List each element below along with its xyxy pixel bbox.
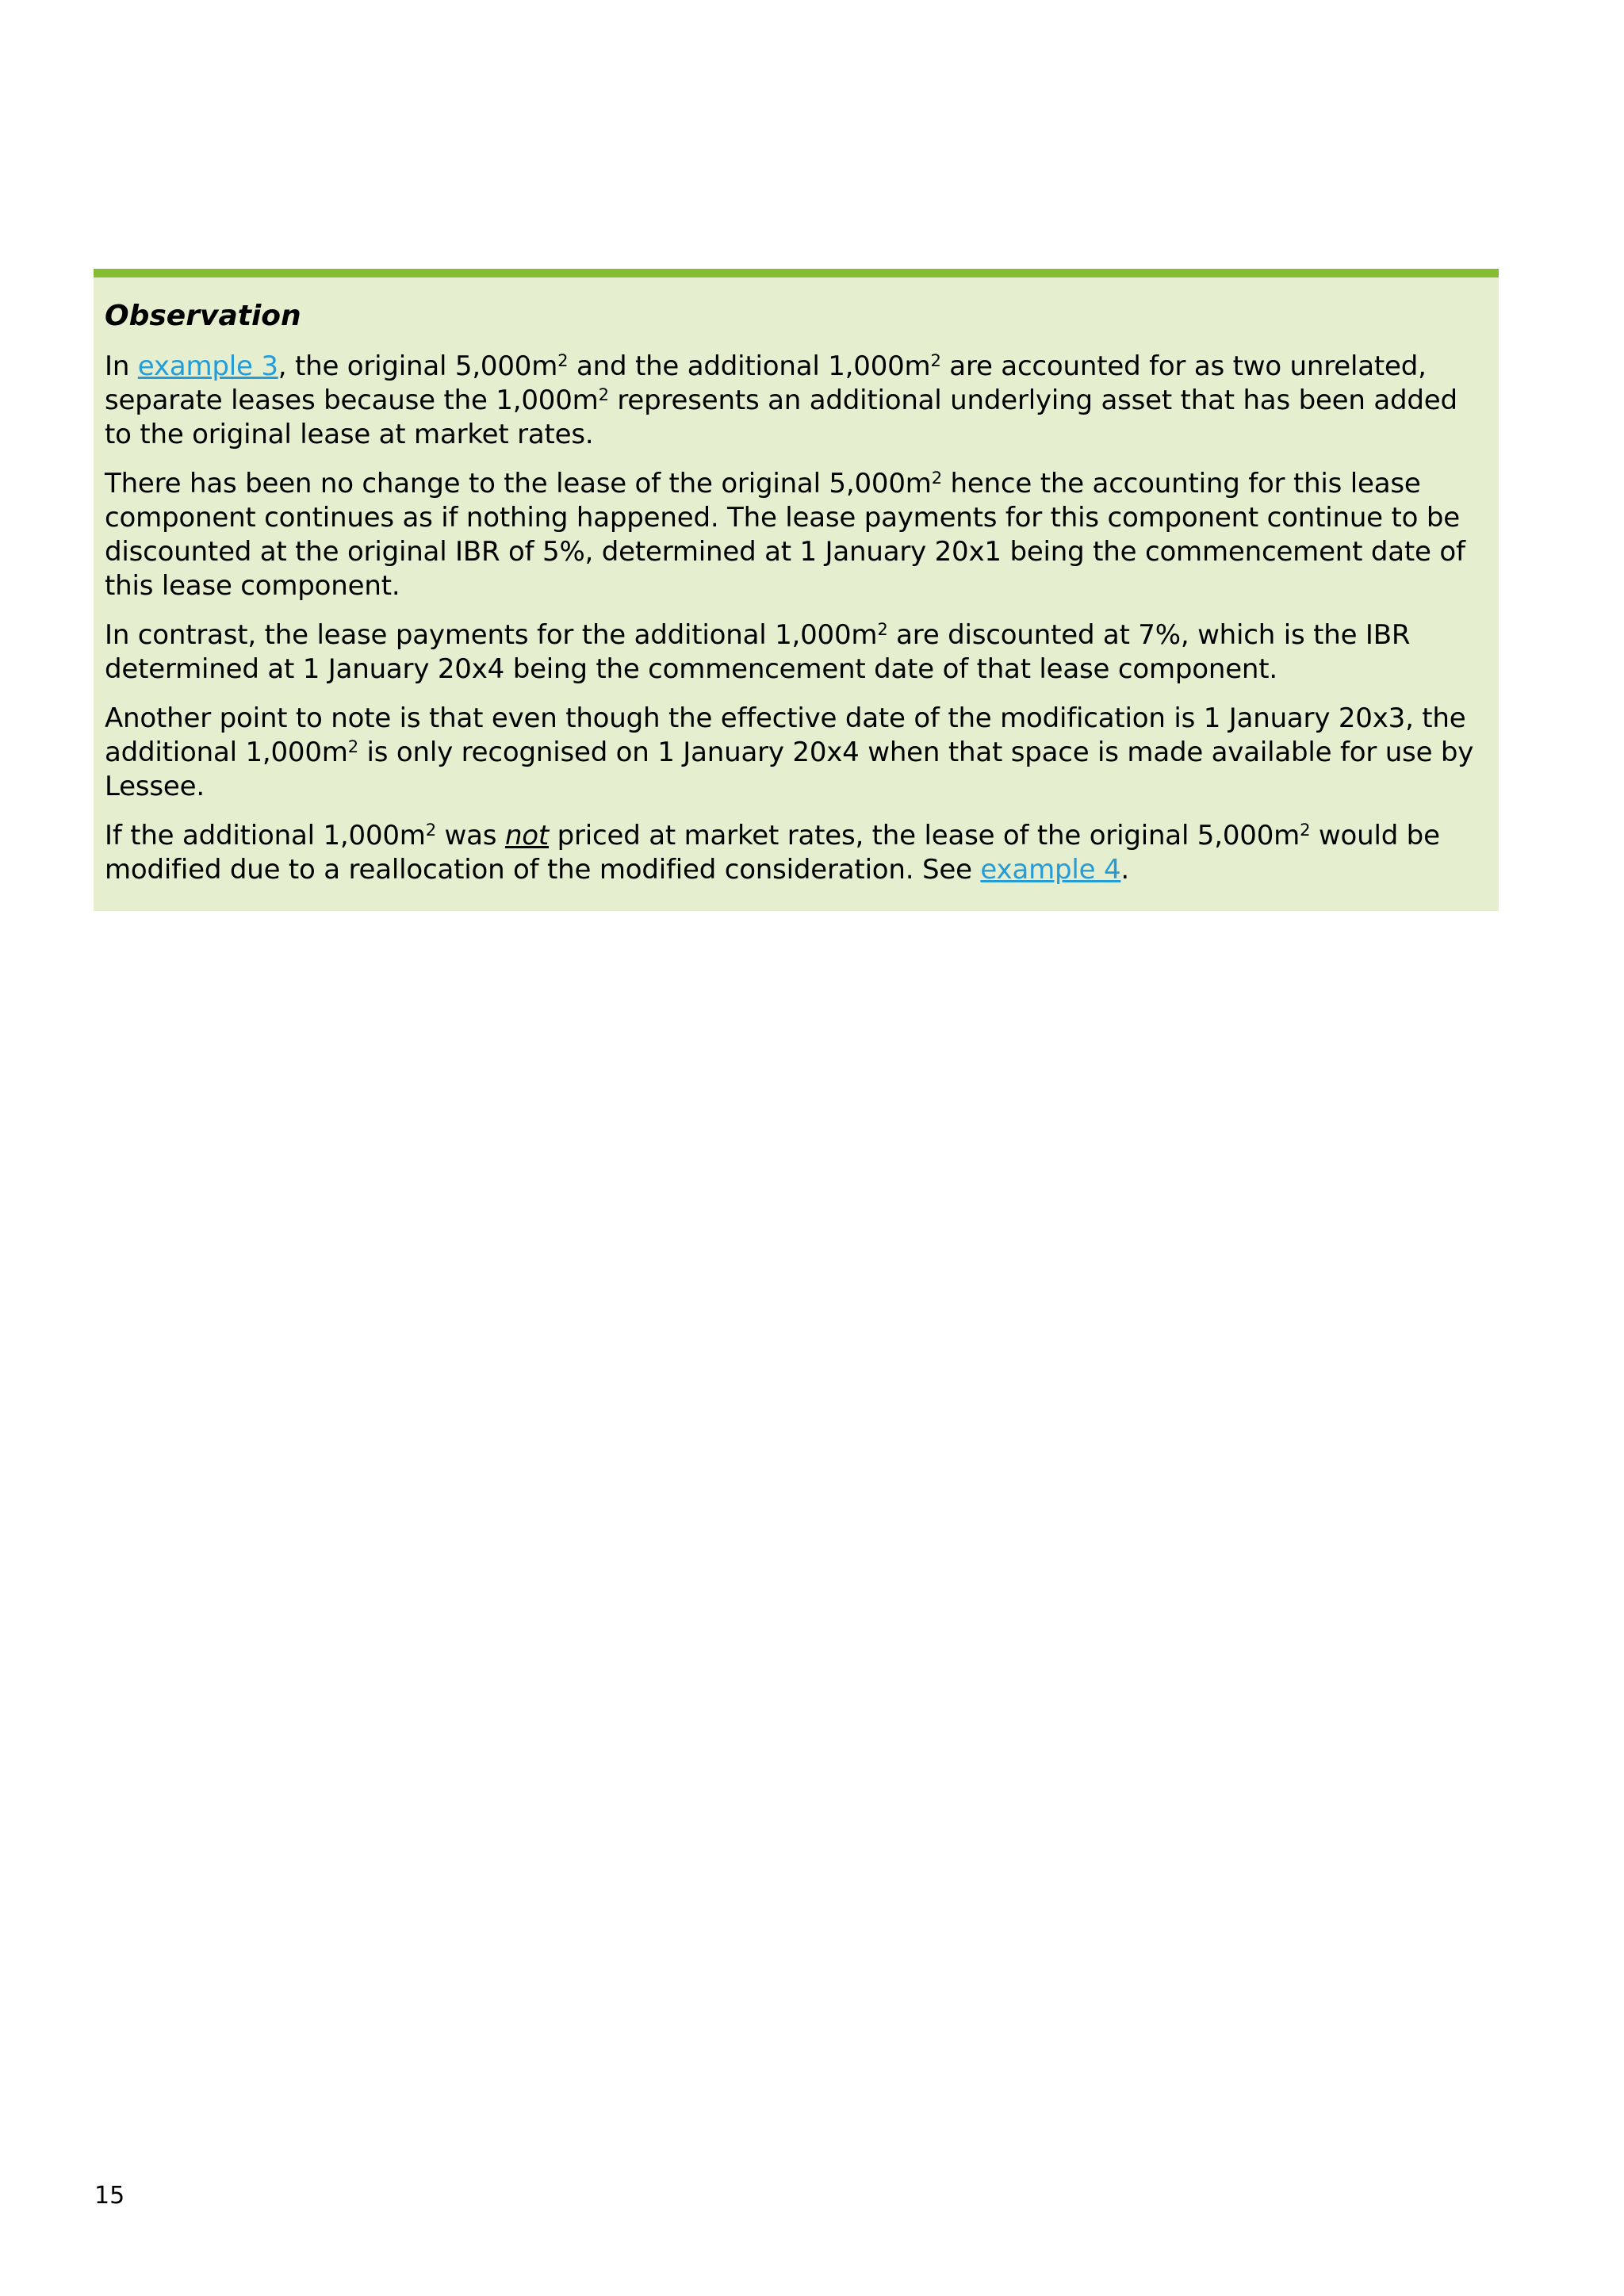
superscript: 2 [557,350,569,371]
text-segment: hence the accounting for this lease component continues as if nothing happened. The lease payments for this component continue to be discounted at the original IBR of 5%, determined at 1 January 20x1 being the commencement date of this lease component. [105,468,1465,602]
text-segment: In contrast, the lease payments for the additional 1,000m [105,619,878,651]
observation-paragraph-4 [105,702,1488,804]
superscript: 2 [930,350,941,371]
observation-box-accent-bar [94,269,1499,277]
superscript: 2 [425,820,436,840]
text-segment: was [435,820,505,851]
text-segment: are discounted at 7%, which is the IBR determined at 1 January 20x4 being the commencement date of that lease component. [105,619,1411,685]
not-emphasis: not [504,820,550,851]
superscript: 2 [598,385,609,405]
text-segment: and the additional 1,000m [568,350,931,382]
text-segment: are accounted for as two unrelated, separate leases because the 1,000m [105,350,1427,416]
observation-title: Observation [105,300,301,332]
observation-box [94,269,1499,911]
superscript: 2 [1300,820,1311,840]
text-segment: . [1120,854,1129,886]
text-segment: priced at market rates, the lease of the original 5,000m [549,820,1300,851]
observation-paragraph-2 [105,467,1488,603]
observation-paragraph-1 [105,350,1488,452]
text-segment: In [105,350,138,382]
text-segment: If the additional 1,000m [105,820,426,851]
observation-paragraph-5 [105,819,1488,887]
text-segment: is only recognised on 1 January 20x4 when that space is made available for use by Lessee. [105,737,1474,802]
page-number: 15 [94,2182,125,2210]
superscript: 2 [931,468,942,488]
text-segment: , the original 5,000m [278,350,558,382]
observation-paragraph-3 [105,618,1488,687]
example-4-link[interactable]: example 4 [980,854,1121,886]
example-3-link[interactable]: example 3 [137,350,278,382]
superscript: 2 [877,619,888,640]
text-segment: would be modified due to a reallocation of the modified consideration. See [105,820,1440,886]
superscript: 2 [347,737,358,757]
text-segment: Another point to note is that even though the effective date of the modification is 1 January 20x3, the additional 1,000m [105,702,1466,768]
text-segment: There has been no change to the lease of the original 5,000m [105,468,932,499]
text-segment: represents an additional underlying asset that has been added to the original lease at market rates. [105,385,1457,450]
